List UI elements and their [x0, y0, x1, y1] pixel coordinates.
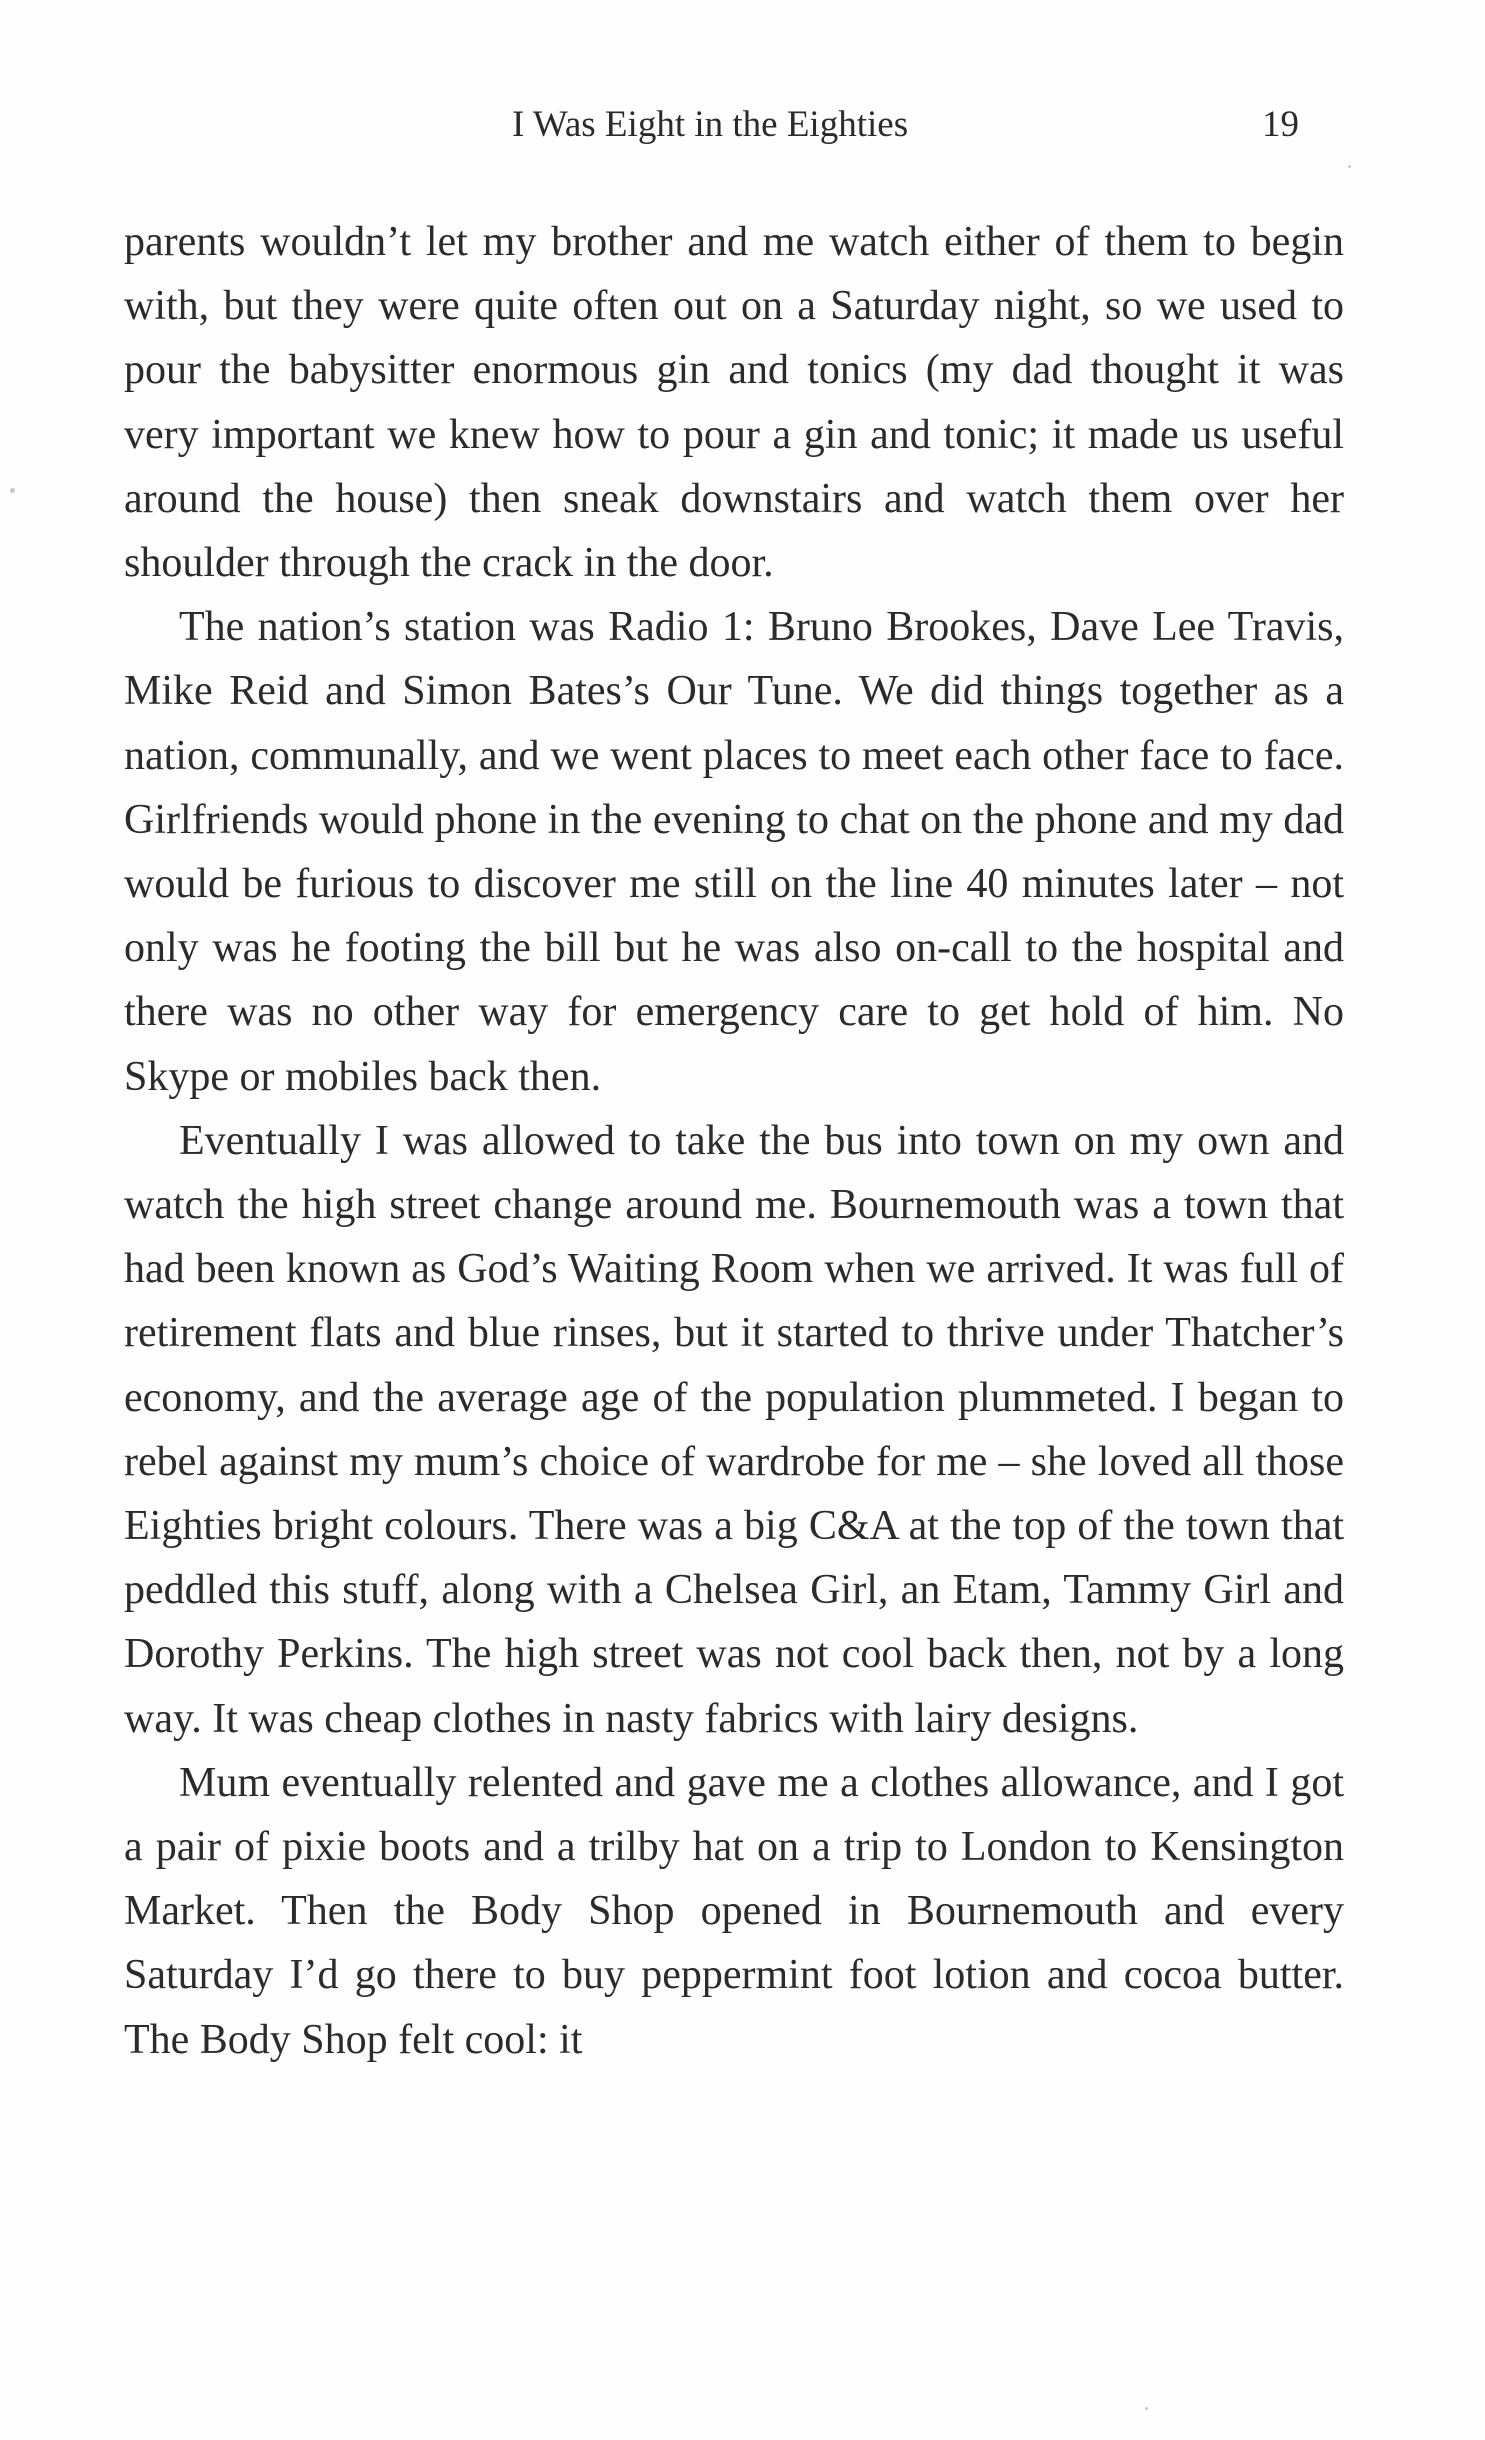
paragraph-continued: parents wouldn’t let my brother and me watch either of them to begin with, but they were quite often out on a Saturday night, so we used to pour the babysitter enormous gin and tonics (my dad thought it was very important we knew how to pour a gin and tonic; it made us useful around the house) then sneak downstairs and watch them over her shoulder through the crack in the door. [124, 219, 1344, 587]
paragraph-town: Eventually I was allowed to take the bus into town on my own and watch the high street change around me. Bournemouth was a town that had been known as God’s Waiting Room when we arrived. It was full of retirement flats and blue rinses, but it started to thrive under Thatcher’s economy, and the average age of the population plummeted. I began to rebel against my mum’s choice of wardrobe for me – she loved all those Eighties bright colours. There was a big C&A at the top of the town that peddled this stuff, along with a Chelsea Girl, an Etam, Tammy Girl and Dorothy Perkins. The high street was not cool back then, not by a long way. It was cheap clothes in nasty fabrics with lairy designs. [124, 1117, 1344, 1742]
scan-speck [1145, 2407, 1148, 2410]
paragraph-allowance: Mum eventually relented and gave me a clothes allowance, and I got a pair of pixie boots and a trilby hat on a trip to London to Kensington Market. Then the Body Shop opened in Bournemouth and every Saturday I’d go there to buy peppermint foot lotion and cocoa butter. The Body Shop felt cool: it [124, 1759, 1344, 2063]
running-title: I Was Eight in the Eighties [512, 104, 909, 145]
scan-speck [1348, 165, 1351, 168]
running-head [0, 100, 1485, 160]
paragraph-radio: The nation’s station was Radio 1: Bruno Brookes, Dave Lee Travis, Mike Reid and Simon Bates’s Our Tune. We did things together as a nation, communally, and we went places to meet each other face to face. Girlfriends would phone in the evening to chat on the phone and my dad would be furious to discover me still on the line 40 minutes later – not only was he footing the bill but he was also on-call to the hospital and there was no other way for emergency care to get hold of him. No Skype or mobiles back then. [124, 604, 1344, 1100]
scan-speck [10, 488, 15, 493]
page-number: 19 [1262, 104, 1299, 145]
body-text [124, 210, 1344, 2072]
